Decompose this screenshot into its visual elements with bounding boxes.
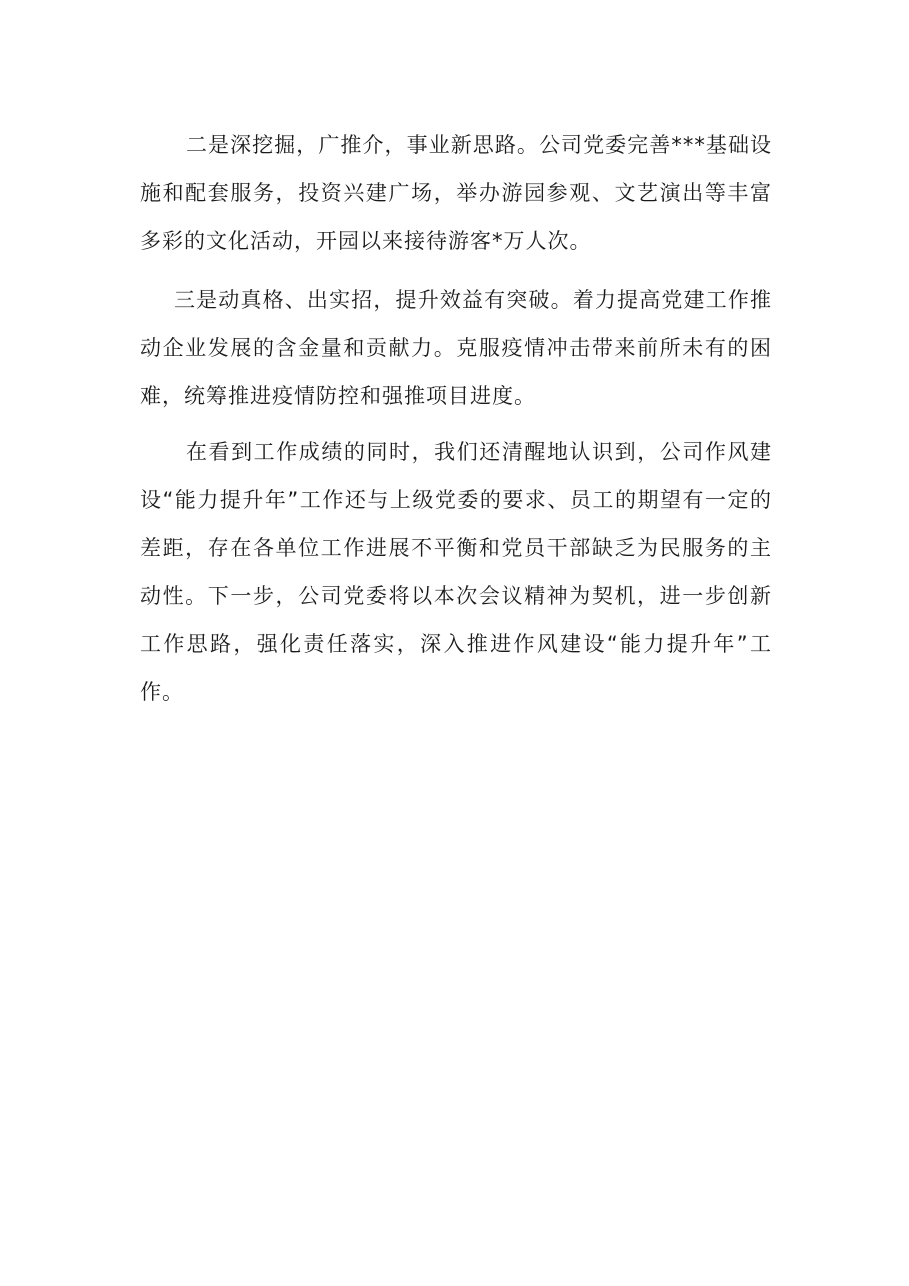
paragraph-next-steps: 在看到工作成绩的同时，我们还清醒地认识到，公司作风建设“能力提升年”工作还与上级党委的要求、员工的期望有一定的差距，存在各单位工作进展不平衡和党员干部缺乏为民服务的主动性。下一步，公司党委将以本次会议精神为契机，进一步创新工作思路，强化责任落实，深入推进作风建设“能力提升年”工作。 — [140, 440, 772, 704]
paragraph-efficiency: 三是动真格、出实招，提升效益有突破。着力提高党建工作推动企业发展的含金量和贡献力。克服疫情冲击带来前所未有的困难，统筹推进疫情防控和强推项目进度。 — [140, 288, 772, 408]
paragraph-promotion: 二是深挖掘，广推介，事业新思路。公司党委完善***基础设施和配套服务，投资兴建广场，举办游园参观、文艺演出等丰富多彩的文化活动，开园以来接待游客*万人次。 — [140, 133, 772, 253]
